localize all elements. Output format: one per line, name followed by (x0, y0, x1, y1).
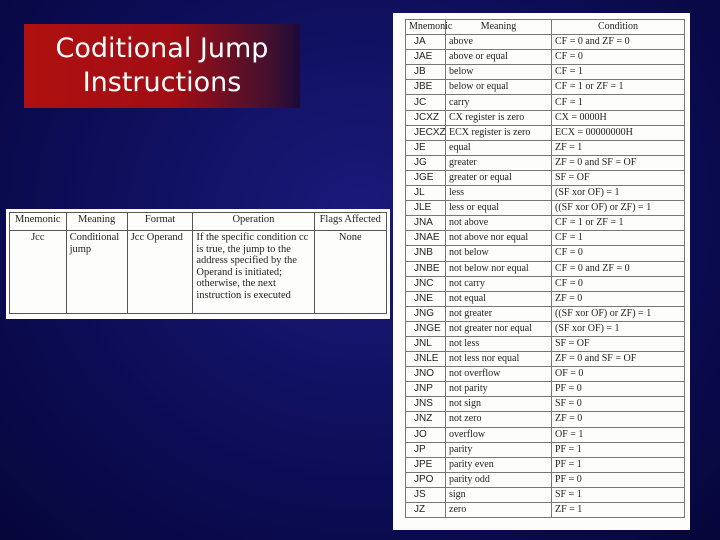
row-mnemonic: JE (406, 140, 446, 155)
row-condition: ZF = 1 (552, 140, 685, 155)
row-mnemonic: JNE (406, 291, 446, 306)
row-meaning: parity even (446, 457, 552, 472)
row-condition: CF = 1 or ZF = 1 (552, 80, 685, 95)
table-row (406, 125, 685, 140)
table-row (406, 352, 685, 367)
table-row (406, 155, 685, 170)
row-meaning: not below nor equal (446, 261, 552, 276)
row-condition: CF = 1 (552, 231, 685, 246)
row-mnemonic: JL (406, 186, 446, 201)
table-row (406, 487, 685, 502)
row-condition: CF = 0 (552, 50, 685, 65)
row-meaning: not carry (446, 276, 552, 291)
row-meaning: carry (446, 95, 552, 110)
jcc-table (9, 212, 387, 314)
row-meaning: ECX register is zero (446, 125, 552, 140)
row-condition: PF = 1 (552, 442, 685, 457)
mnemonic-header-row (406, 20, 685, 35)
row-condition: CF = 0 and ZF = 0 (552, 35, 685, 50)
row-mnemonic: JNO (406, 367, 446, 382)
row-meaning: less or equal (446, 201, 552, 216)
row-meaning: not overflow (446, 367, 552, 382)
row-condition: SF = OF (552, 170, 685, 185)
row-meaning: greater or equal (446, 170, 552, 185)
row-mnemonic: JNLE (406, 352, 446, 367)
row-mnemonic: JS (406, 487, 446, 502)
row-meaning: not below (446, 246, 552, 261)
header-meaning: Meaning (446, 20, 552, 35)
row-mnemonic: JAE (406, 50, 446, 65)
row-mnemonic: JNG (406, 306, 446, 321)
row-condition: ZF = 0 and SF = OF (552, 352, 685, 367)
table-row (406, 65, 685, 80)
table-row (406, 246, 685, 261)
row-meaning: not parity (446, 382, 552, 397)
table-row (406, 457, 685, 472)
row-condition: ((SF xor OF) or ZF) = 1 (552, 201, 685, 216)
header-mnemonic: Mnemonic (406, 20, 446, 35)
table-row (406, 80, 685, 95)
row-meaning: not above (446, 216, 552, 231)
slide-title (24, 24, 300, 108)
table-row (406, 367, 685, 382)
row-meaning: CX register is zero (446, 110, 552, 125)
row-mnemonic: JBE (406, 80, 446, 95)
table-row (406, 291, 685, 306)
row-meaning: not less (446, 336, 552, 351)
row-condition: CF = 0 (552, 246, 685, 261)
row-meaning: not sign (446, 397, 552, 412)
row-meaning: below or equal (446, 80, 552, 95)
row-condition: PF = 0 (552, 472, 685, 487)
row-meaning: not equal (446, 291, 552, 306)
row-mnemonic: JPO (406, 472, 446, 487)
row-mnemonic: JNZ (406, 412, 446, 427)
row-condition: ((SF xor OF) or ZF) = 1 (552, 306, 685, 321)
title-line-1: Coditional Jump (55, 33, 269, 64)
table-row (406, 427, 685, 442)
table-row (406, 95, 685, 110)
row-mnemonic: JNA (406, 216, 446, 231)
row-meaning: not greater (446, 306, 552, 321)
row-condition: ECX = 00000000H (552, 125, 685, 140)
row-condition: CF = 0 (552, 276, 685, 291)
row-meaning: not above nor equal (446, 231, 552, 246)
row-condition: OF = 1 (552, 427, 685, 442)
table-row (406, 50, 685, 65)
jcc-operation: If the specific condition cc is true, the jump to the address specified by the Operand is initiated; otherwise, the next instruction is executed (193, 231, 314, 314)
header-condition: Condition (552, 20, 685, 35)
jcc-flags: None (314, 231, 387, 314)
row-meaning: below (446, 65, 552, 80)
jcc-table-panel (6, 209, 390, 319)
row-mnemonic: JNS (406, 397, 446, 412)
jcc-meaning: Conditional jump (66, 231, 127, 314)
row-condition: SF = 0 (552, 397, 685, 412)
row-condition: SF = 1 (552, 487, 685, 502)
table-row (406, 261, 685, 276)
row-meaning: equal (446, 140, 552, 155)
jcc-header-format: Format (127, 213, 193, 231)
row-mnemonic: JNGE (406, 321, 446, 336)
row-mnemonic: JG (406, 155, 446, 170)
mnemonic-table-panel (393, 13, 690, 530)
row-condition: OF = 0 (552, 367, 685, 382)
row-mnemonic: JO (406, 427, 446, 442)
row-meaning: greater (446, 155, 552, 170)
table-row (406, 110, 685, 125)
row-mnemonic: JNB (406, 246, 446, 261)
table-row (406, 321, 685, 336)
table-row (406, 231, 685, 246)
table-row (406, 276, 685, 291)
table-row (406, 503, 685, 518)
row-mnemonic: JNC (406, 276, 446, 291)
row-condition: CF = 0 and ZF = 0 (552, 261, 685, 276)
row-condition: CF = 1 (552, 65, 685, 80)
row-condition: ZF = 0 (552, 291, 685, 306)
row-condition: PF = 0 (552, 382, 685, 397)
table-row (406, 382, 685, 397)
row-condition: (SF xor OF) = 1 (552, 186, 685, 201)
row-meaning: parity (446, 442, 552, 457)
table-row (406, 35, 685, 50)
row-mnemonic: JPE (406, 457, 446, 472)
row-condition: CX = 0000H (552, 110, 685, 125)
row-condition: ZF = 0 and SF = OF (552, 155, 685, 170)
jcc-row (10, 231, 387, 314)
row-mnemonic: JECXZ (406, 125, 446, 140)
row-mnemonic: JNBE (406, 261, 446, 276)
jcc-header-flags: Flags Affected (314, 213, 387, 231)
row-mnemonic: JGE (406, 170, 446, 185)
row-mnemonic: JP (406, 442, 446, 457)
mnemonic-table-body (406, 35, 685, 518)
row-meaning: parity odd (446, 472, 552, 487)
jcc-format: Jcc Operand (127, 231, 193, 314)
table-row (406, 397, 685, 412)
row-mnemonic: JB (406, 65, 446, 80)
table-row (406, 306, 685, 321)
row-mnemonic: JNAE (406, 231, 446, 246)
table-row (406, 186, 685, 201)
jcc-header-meaning: Meaning (66, 213, 127, 231)
row-mnemonic: JA (406, 35, 446, 50)
table-row (406, 216, 685, 231)
table-row (406, 140, 685, 155)
row-meaning: not zero (446, 412, 552, 427)
row-meaning: not greater nor equal (446, 321, 552, 336)
row-meaning: above (446, 35, 552, 50)
row-meaning: sign (446, 487, 552, 502)
row-condition: PF = 1 (552, 457, 685, 472)
table-row (406, 412, 685, 427)
mnemonic-table (405, 19, 685, 518)
row-mnemonic: JLE (406, 201, 446, 216)
row-condition: ZF = 1 (552, 503, 685, 518)
table-row (406, 336, 685, 351)
table-row (406, 201, 685, 216)
row-condition: ZF = 0 (552, 412, 685, 427)
row-condition: CF = 1 or ZF = 1 (552, 216, 685, 231)
row-mnemonic: JC (406, 95, 446, 110)
jcc-header-operation: Operation (193, 213, 314, 231)
row-mnemonic: JZ (406, 503, 446, 518)
table-row (406, 472, 685, 487)
row-meaning: overflow (446, 427, 552, 442)
row-condition: (SF xor OF) = 1 (552, 321, 685, 336)
row-meaning: zero (446, 503, 552, 518)
row-condition: SF = OF (552, 336, 685, 351)
row-mnemonic: JNL (406, 336, 446, 351)
jcc-header-row (10, 213, 387, 231)
table-row (406, 170, 685, 185)
title-line-2: Instructions (82, 67, 242, 98)
jcc-mnemonic: Jcc (10, 231, 67, 314)
row-mnemonic: JCXZ (406, 110, 446, 125)
row-condition: CF = 1 (552, 95, 685, 110)
row-mnemonic: JNP (406, 382, 446, 397)
table-row (406, 442, 685, 457)
row-meaning: less (446, 186, 552, 201)
row-meaning: above or equal (446, 50, 552, 65)
jcc-header-mnemonic: Mnemonic (10, 213, 67, 231)
row-meaning: not less nor equal (446, 352, 552, 367)
